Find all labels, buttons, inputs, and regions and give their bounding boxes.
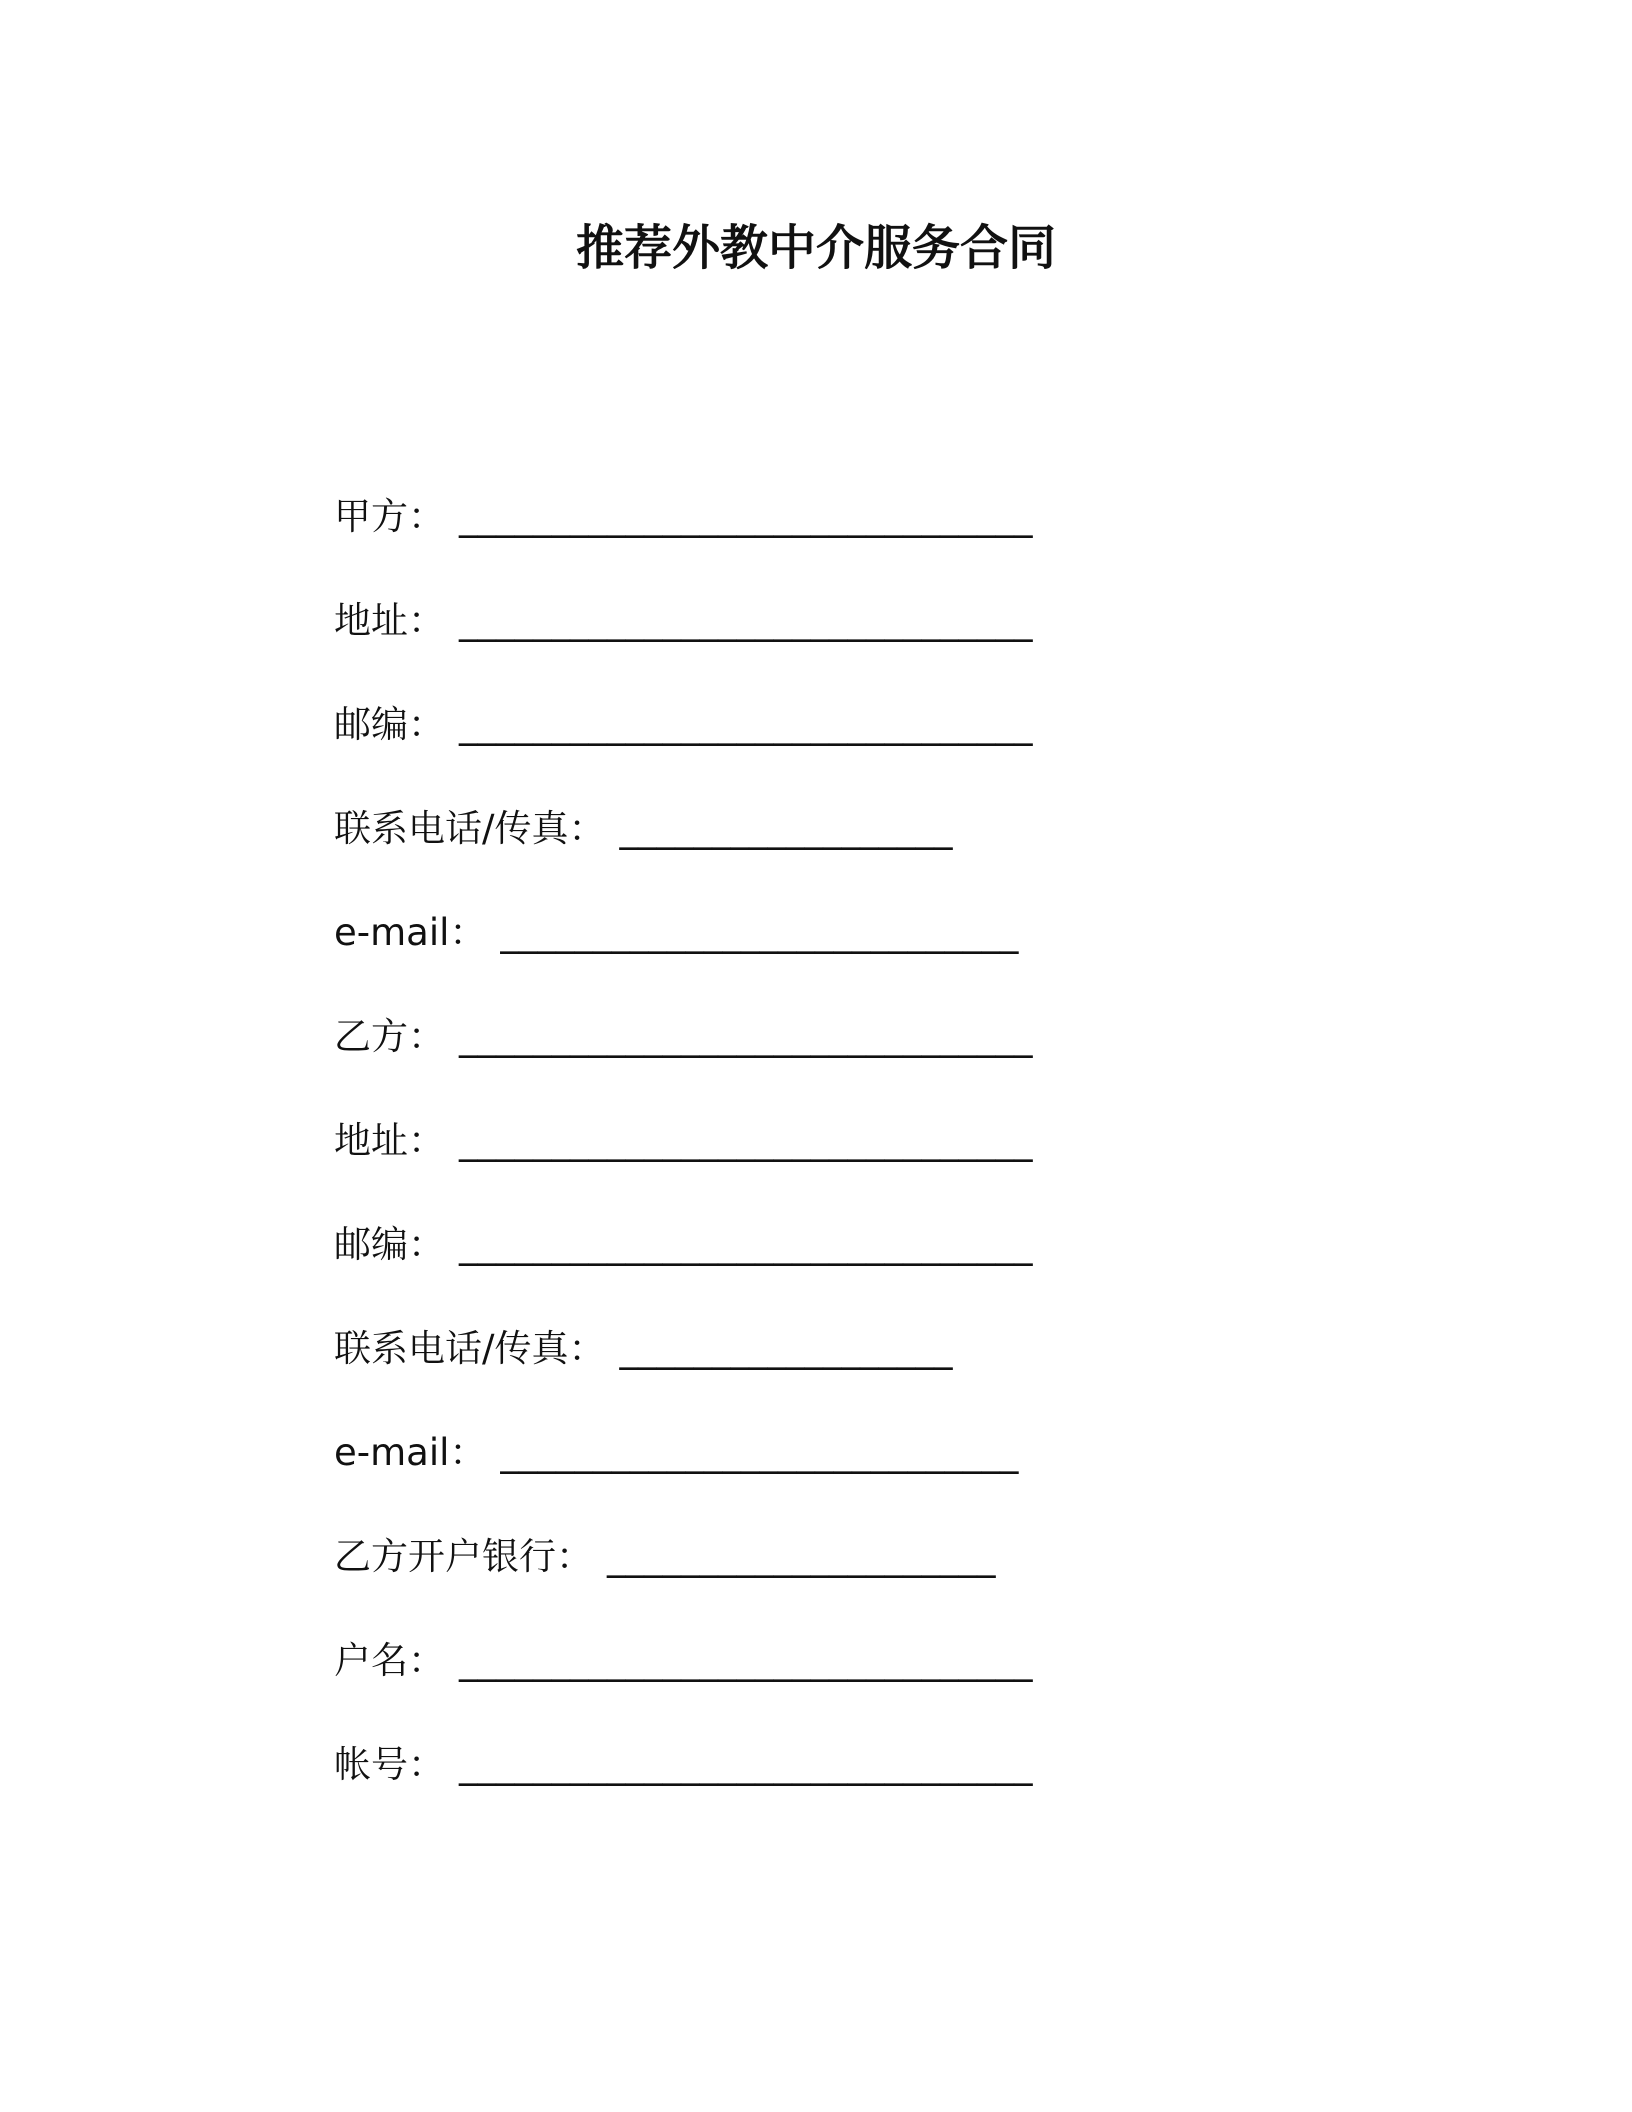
field-blank-line: _____________________ bbox=[607, 1535, 996, 1578]
field-label: 邮编： bbox=[334, 703, 445, 746]
party-b-phone-fax-row bbox=[334, 1324, 1314, 1428]
field-blank-line: ____________________________ bbox=[500, 911, 1019, 954]
document-title: 推荐外教中介服务合同 bbox=[575, 220, 1056, 276]
field-label: 地址： bbox=[334, 599, 445, 642]
account-number-row bbox=[334, 1740, 1314, 1844]
field-blank-line: ____________________________ bbox=[500, 1431, 1019, 1474]
field-label: 帐号： bbox=[334, 1743, 445, 1786]
party-b-email-row bbox=[334, 1428, 1314, 1532]
field-blank-line: _______________________________ bbox=[459, 1223, 1033, 1266]
field-blank-line: _______________________________ bbox=[459, 1743, 1033, 1786]
party-a-email-row bbox=[334, 908, 1314, 1012]
party-a-name-row bbox=[334, 492, 1314, 596]
field-label: 地址： bbox=[334, 1119, 445, 1162]
field-blank-line: __________________ bbox=[619, 807, 953, 850]
field-label: 联系电话/传真： bbox=[334, 807, 606, 850]
field-blank-line: _______________________________ bbox=[459, 599, 1033, 642]
field-label: 甲方： bbox=[334, 495, 445, 538]
field-label: e-mail： bbox=[334, 911, 487, 954]
contract-party-fields bbox=[334, 492, 1314, 1844]
field-blank-line: _______________________________ bbox=[459, 1119, 1033, 1162]
field-blank-line: _______________________________ bbox=[459, 1015, 1033, 1058]
account-name-row bbox=[334, 1636, 1314, 1740]
field-blank-line: _______________________________ bbox=[459, 1639, 1033, 1682]
field-blank-line: __________________ bbox=[619, 1327, 953, 1370]
field-label: 乙方开户银行： bbox=[334, 1535, 593, 1578]
field-label: 邮编： bbox=[334, 1223, 445, 1266]
party-b-name-row bbox=[334, 1012, 1314, 1116]
field-blank-line: _______________________________ bbox=[459, 703, 1033, 746]
field-label: e-mail： bbox=[334, 1431, 487, 1474]
party-a-phone-fax-row bbox=[334, 804, 1314, 908]
party-b-address-row bbox=[334, 1116, 1314, 1220]
field-label: 乙方： bbox=[334, 1015, 445, 1058]
party-a-postcode-row bbox=[334, 700, 1314, 804]
party-a-address-row bbox=[334, 596, 1314, 700]
field-label: 联系电话/传真： bbox=[334, 1327, 606, 1370]
party-b-postcode-row bbox=[334, 1220, 1314, 1324]
party-b-bank-row bbox=[334, 1532, 1314, 1636]
field-label: 户名： bbox=[334, 1639, 445, 1682]
field-blank-line: _______________________________ bbox=[459, 495, 1033, 538]
